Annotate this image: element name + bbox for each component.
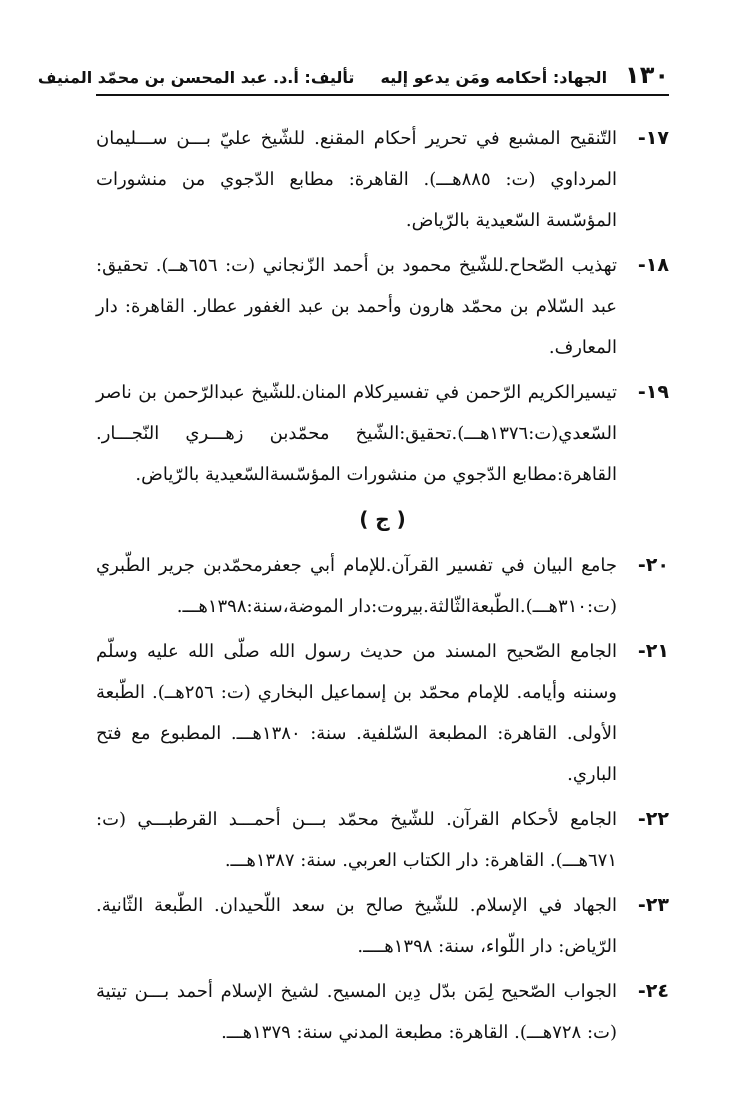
entry-text: الجامع الصّحيح المسند من حديث رسول الله صلّى الله عليه وسلّم وسننه وأيامه. للإمام محمّد بن إسماعيل البخاري (ت: ٢٥٦هــ). الطّبعة الأولى. القاهرة: المطبعة السّلفية. سنة: ١٣٨٠هـــ. المطبوع مع فتح الباري. bbox=[96, 641, 617, 785]
entry-number: ٢٢- bbox=[637, 808, 669, 830]
page-header bbox=[37, 60, 669, 96]
bibliography-entry bbox=[96, 118, 669, 241]
entry-text: الجامع لأحكام القرآن. للشّيخ محمّد بـــن أحمـــد القرطبـــي (ت: ٦٧١هـــ). القاهرة: دار الكتاب العربي. سنة: ١٣٨٧هـــ. bbox=[96, 809, 617, 871]
entry-number: ٢٣- bbox=[637, 894, 669, 916]
entry-number: ٢٠- bbox=[637, 554, 669, 576]
page-number: ١٣٠ bbox=[625, 61, 669, 89]
author-line: تأليف: أ.د. عبد المحسن بن محمّد المنيف bbox=[37, 68, 355, 87]
bibliography-entry bbox=[96, 971, 669, 1053]
entry-text: تهذيب الصّحاح.للشّيخ محمود بن أحمد الزّنجاني (ت: ٦٥٦هــ). تحقيق: عبد السّلام بن محمّد هارون وأحمد بن عبد الغفور عطار. القاهرة: دار المعارف. bbox=[96, 255, 617, 358]
entry-text: الجهاد في الإسلام. للشّيخ صالح بن سعد اللّحيدان. الطّبعة الثّانية. الرّياض: دار اللّواء، سنة: ١٣٩٨هــــ. bbox=[96, 895, 617, 957]
entry-text: الجواب الصّحيح لِمَن بدّل دِين المسيح. لشيخ الإسلام أحمد بـــن تيتية (ت: ٧٢٨هـــ). القاهرة: مطبعة المدني سنة: ١٣٧٩هـــ. bbox=[96, 981, 617, 1043]
entry-number: ١٧- bbox=[637, 127, 669, 149]
entry-text: جامع البيان في تفسير القرآن.للإمام أبي جعفرمحمّدبن جرير الطّبري (ت:٣١٠هـــ).الطّبعةالثّالثة.بيروت:دار الموضة،سنة:١٣٩٨هـــ. bbox=[96, 555, 617, 617]
entry-number: ٢٤- bbox=[637, 980, 669, 1002]
bibliography-entry bbox=[96, 799, 669, 881]
bibliography-entry bbox=[96, 372, 669, 495]
entry-text: التّنقيح المشبع في تحرير أحكام المقنع. للشّيخ عليّ بـــن ســـليمان المرداوي (ت: ٨٨٥هـــ). القاهرة: مطابع الدّجوي من منشورات المؤسّسة السّعيدية بالرّياض. bbox=[96, 128, 617, 231]
entry-number: ١٩- bbox=[637, 381, 669, 403]
entry-number: ١٨- bbox=[637, 254, 669, 276]
bibliography-entry bbox=[96, 545, 669, 627]
running-title: الجهاد: أحكامه ومَن يدعو إليه bbox=[380, 68, 608, 87]
bibliography-entry bbox=[96, 245, 669, 368]
entry-number: ٢١- bbox=[637, 640, 669, 662]
bibliography-entry bbox=[96, 885, 669, 967]
bibliography-entry bbox=[96, 631, 669, 795]
entry-text: تيسيرالكريم الرّحمن في تفسيركلام المنان.للشّيخ عبدالرّحمن بن ناصر السّعدي(ت:١٣٧٦هـــ).تحقيق:الشّيخ محمّدبن زهـــري النّجـــار. القاهرة:مطابع الدّجوي من منشورات المؤسّسةالسّعيدية بالرّياض. bbox=[96, 382, 617, 485]
bibliography-list bbox=[96, 118, 669, 1057]
section-heading: ( ج ) bbox=[359, 507, 406, 531]
